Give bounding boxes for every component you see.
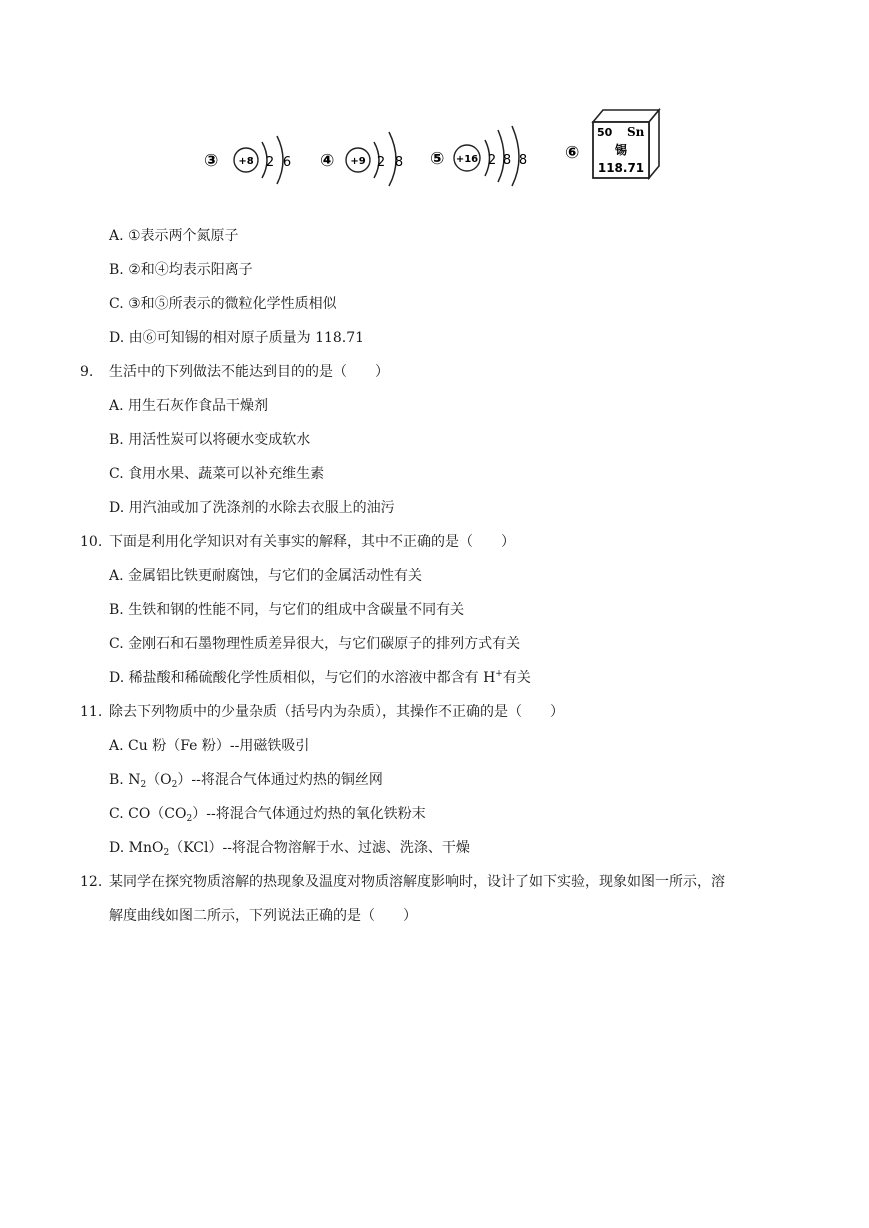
q9-option-a: A. 用生石灰作食品干燥剂 (109, 398, 269, 414)
q12-number: 12. (80, 874, 103, 890)
q11-option-c-post: ）--将混合气体通过灼热的氧化铁粉末 (192, 806, 426, 822)
element-symbol: Sn (627, 125, 645, 139)
q10-option-d-prefix: D. 稀盐酸和稀硫酸化学性质相似，与它们的水溶液中都含有 H (109, 670, 496, 686)
periodic-table-tile (565, 104, 685, 188)
q10-stem: 下面是利用化学知识对有关事实的解释，其中不正确的是（ ） (109, 534, 515, 550)
q11-option-c (109, 804, 426, 824)
shell-electrons: 2 (376, 155, 386, 170)
q11-option-b (109, 770, 383, 790)
subscript: 2 (163, 848, 170, 858)
q11-number: 11. (80, 704, 103, 720)
diagram-label: ③ (204, 151, 219, 171)
q11-option-a: A. Cu 粉（Fe 粉）--用磁铁吸引 (109, 738, 310, 754)
q9-stem: 生活中的下列做法不能达到目的的是（ ） (109, 364, 389, 380)
shell-electrons: 2 (487, 153, 497, 168)
q11-option-d-post: （KCl）--将混合物溶解于水、过滤、洗涤、干燥 (169, 840, 470, 856)
atom-diagram-5 (430, 124, 540, 184)
q12-stem-line1: 某同学在探究物质溶解的热现象及温度对物质溶解度影响时，设计了如下实验，现象如图一所示，溶 (109, 874, 725, 890)
q10-option-b: B. 生铁和钢的性能不同，与它们的组成中含碳量不同有关 (109, 602, 465, 618)
q11-option-b-mid: （O (146, 772, 172, 788)
q11-stem: 除去下列物质中的少量杂质（括号内为杂质），其操作不正确的是（ ） (109, 704, 564, 720)
q10-option-a: A. 金属铝比铁更耐腐蚀，与它们的金属活动性有关 (109, 568, 423, 584)
q9-option-d: D. 用汽油或加了洗涤剂的水除去衣服上的油污 (109, 500, 395, 516)
q12-stem-line2: 解度曲线如图二所示，下列说法正确的是（ ） (109, 908, 417, 924)
shell-electrons: 6 (282, 155, 292, 170)
subscript: 2 (140, 780, 147, 790)
atomic-number: 50 (597, 126, 613, 139)
q10-number: 10. (80, 534, 103, 550)
subscript: 2 (186, 814, 193, 824)
q8-option-d: D. 由⑥可知锡的相对原子质量为 118.71 (109, 330, 365, 346)
shell-electrons: 2 (265, 155, 275, 170)
element-name: 锡 (614, 143, 628, 157)
q10-option-c: C. 金刚石和石墨物理性质差异很大，与它们碳原子的排列方式有关 (109, 636, 521, 652)
q11-option-b-post: ）--将混合气体通过灼热的铜丝网 (177, 772, 383, 788)
hydrogen-ion-charge: + (495, 669, 503, 679)
q11-option-d-pre: D. MnO (109, 840, 164, 856)
q8-option-c: C. ③和⑤所表示的微粒化学性质相似 (109, 296, 337, 312)
q9-option-c: C. 食用水果、蔬菜可以补充维生素 (109, 466, 325, 482)
q11-option-c-pre: C. CO（CO (109, 806, 187, 822)
q10-option-d (109, 668, 531, 688)
atom-diagram-4 (318, 124, 418, 184)
q10-option-d-suffix: 有关 (502, 670, 531, 686)
shell-electrons: 8 (518, 153, 528, 168)
shell-electrons: 8 (502, 153, 512, 168)
nucleus-charge: +16 (455, 154, 479, 165)
atom-diagram-3 (200, 124, 300, 184)
q11-option-b-pre: B. N (109, 772, 141, 788)
q8-option-a: A. ①表示两个氮原子 (109, 228, 239, 244)
nucleus-charge: +9 (350, 156, 366, 167)
shell-electrons: 8 (394, 155, 404, 170)
q8-option-b: B. ②和④均表示阳离子 (109, 262, 253, 278)
nucleus-charge: +8 (238, 156, 254, 167)
atomic-mass: 118.71 (597, 161, 645, 175)
atom-structure-figure (200, 104, 680, 184)
q9-number: 9. (80, 364, 94, 380)
diagram-label: ④ (320, 151, 335, 171)
q11-option-d (109, 838, 470, 858)
diagram-label: ⑤ (430, 149, 445, 169)
subscript: 2 (171, 780, 178, 790)
q9-option-b: B. 用活性炭可以将硬水变成软水 (109, 432, 311, 448)
diagram-label: ⑥ (565, 143, 580, 163)
